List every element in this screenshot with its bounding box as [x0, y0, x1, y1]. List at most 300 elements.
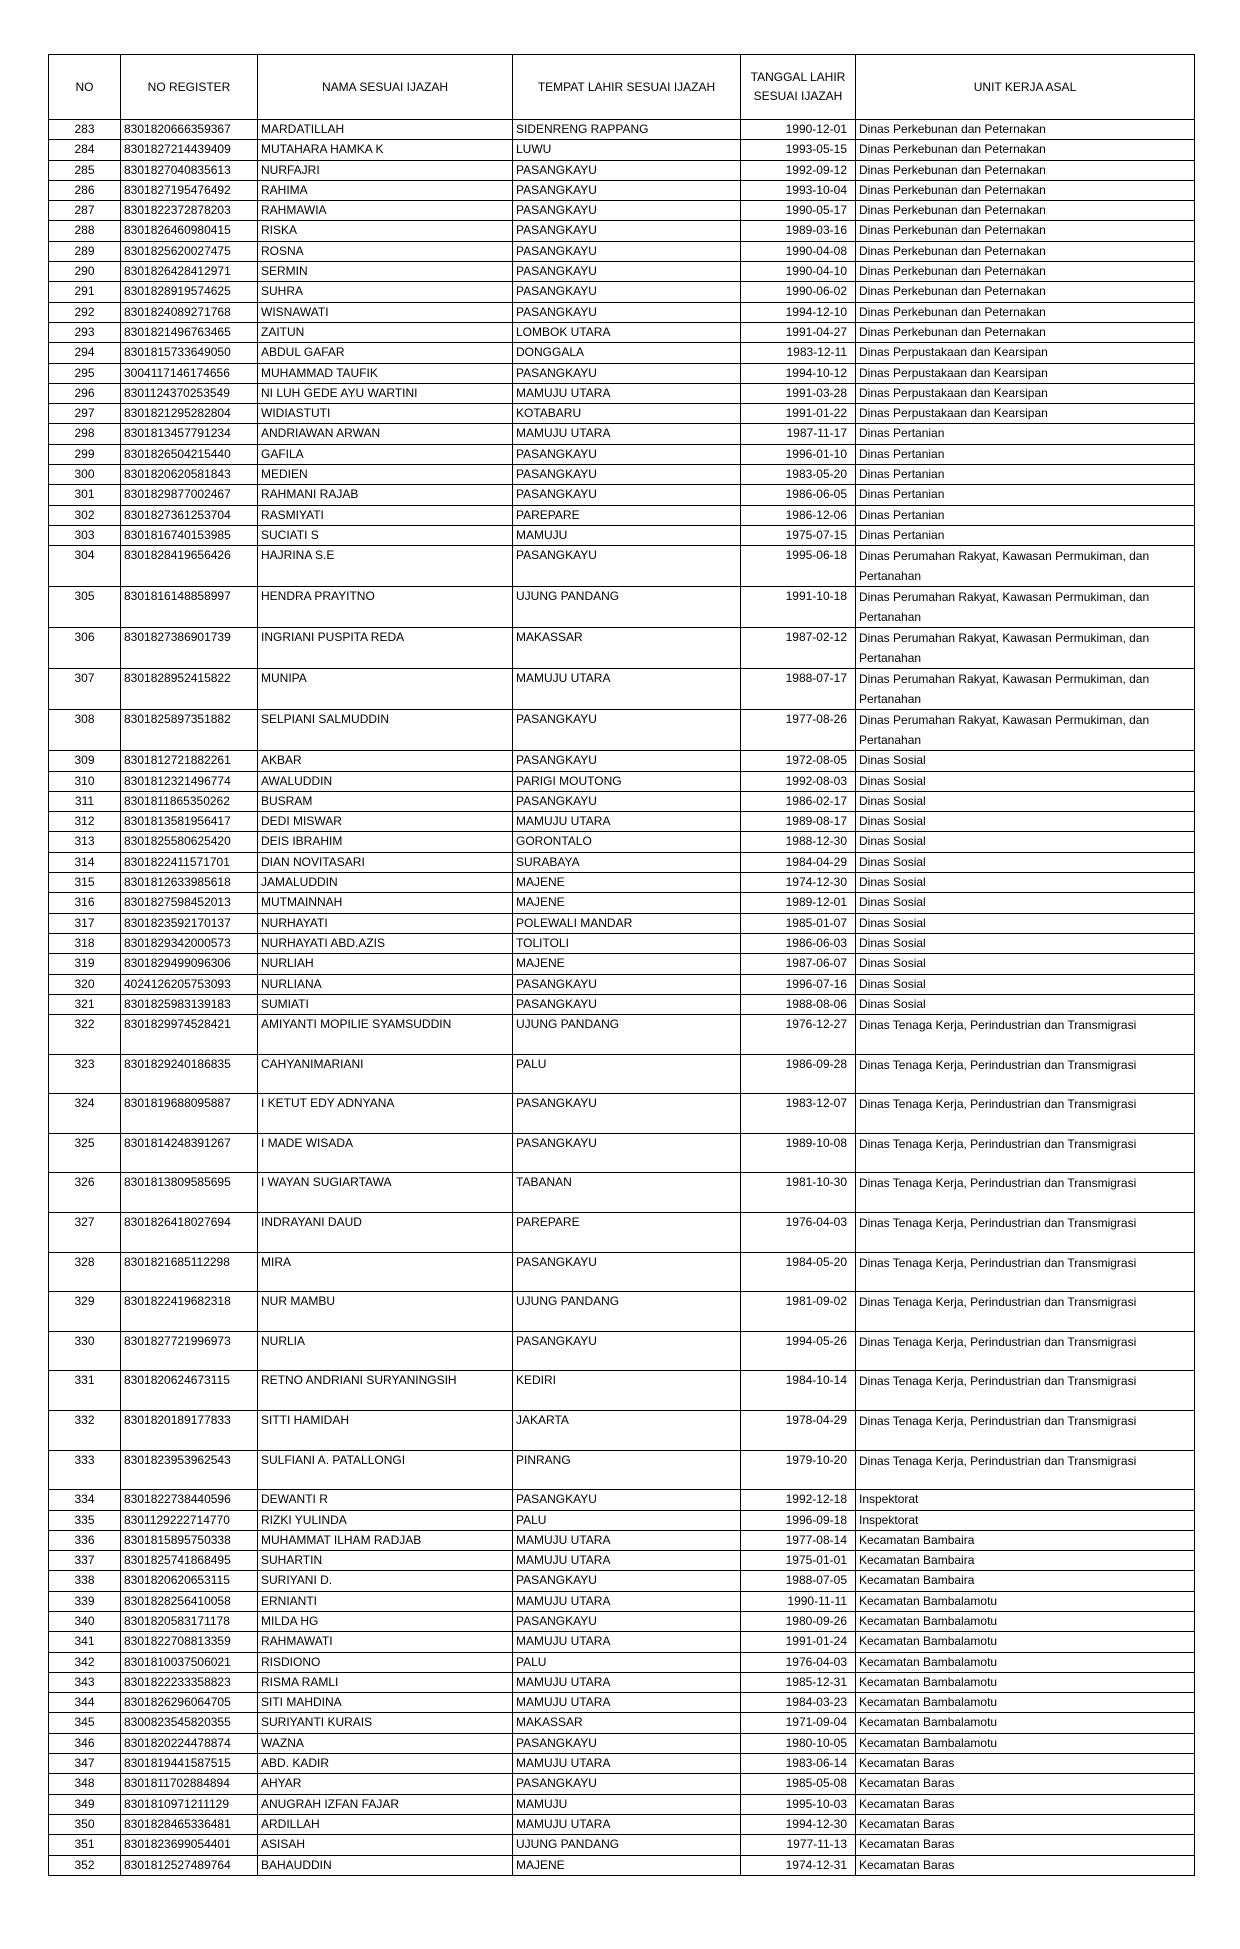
cell-birthplace: MAMUJU UTARA [513, 383, 741, 403]
cell-birthdate: 1996-09-18 [741, 1510, 856, 1530]
cell-unit: Kecamatan Bambalamotu [856, 1612, 1195, 1632]
cell-birthplace: MAMUJU [513, 525, 741, 545]
cell-name: RASMIYATI [258, 505, 513, 525]
cell-name: RETNO ANDRIANI SURYANINGSIH [258, 1371, 513, 1411]
cell-unit: Dinas Perumahan Rakyat, Kawasan Permukiman, dan Pertanahan [856, 546, 1195, 587]
cell-unit: Dinas Perpustakaan dan Kearsipan [856, 343, 1195, 363]
cell-unit: Dinas Perkebunan dan Peternakan [856, 140, 1195, 160]
cell-birthdate: 1977-11-13 [741, 1835, 856, 1855]
cell-name: BAHAUDDIN [258, 1855, 513, 1875]
header-register: NO REGISTER [121, 55, 258, 120]
cell-no: 290 [49, 262, 121, 282]
cell-name: MUTMAINNAH [258, 893, 513, 913]
cell-register: 8301826504215440 [121, 444, 258, 464]
cell-name: NURLIA [258, 1331, 513, 1371]
cell-birthdate: 1987-02-12 [741, 628, 856, 669]
cell-birthdate: 1984-04-29 [741, 852, 856, 872]
table-row [49, 322, 1195, 342]
cell-unit: Dinas Tenaga Kerja, Perindustrian dan Transmigrasi [856, 1331, 1195, 1371]
cell-register: 8301829877002467 [121, 485, 258, 505]
cell-birthdate: 1994-12-10 [741, 302, 856, 322]
cell-name: SUHARTIN [258, 1551, 513, 1571]
cell-birthplace: MAMUJU UTARA [513, 1591, 741, 1611]
cell-register: 3004117146174656 [121, 363, 258, 383]
cell-unit: Dinas Pertanian [856, 525, 1195, 545]
cell-unit: Dinas Pertanian [856, 424, 1195, 444]
cell-name: WAZNA [258, 1733, 513, 1753]
cell-unit: Dinas Perumahan Rakyat, Kawasan Permukiman, dan Pertanahan [856, 669, 1195, 710]
cell-birthplace: PARIGI MOUTONG [513, 771, 741, 791]
cell-birthplace: PALU [513, 1054, 741, 1094]
cell-birthplace: PASANGKAYU [513, 974, 741, 994]
cell-birthplace: PASANGKAYU [513, 1133, 741, 1173]
cell-name: ZAITUN [258, 322, 513, 342]
table-row [49, 1510, 1195, 1530]
cell-birthdate: 1996-07-16 [741, 974, 856, 994]
cell-birthdate: 1980-10-05 [741, 1733, 856, 1753]
cell-register: 8301819688095887 [121, 1094, 258, 1134]
table-row [49, 933, 1195, 953]
cell-birthplace: PASANGKAYU [513, 363, 741, 383]
cell-unit: Dinas Sosial [856, 751, 1195, 771]
header-birthdate: TANGGAL LAHIR SESUAI IJAZAH [741, 55, 856, 120]
cell-no: 301 [49, 485, 121, 505]
cell-unit: Dinas Perkebunan dan Peternakan [856, 180, 1195, 200]
cell-name: DIAN NOVITASARI [258, 852, 513, 872]
table-row [49, 832, 1195, 852]
cell-birthplace: PASANGKAYU [513, 241, 741, 261]
cell-unit: Dinas Perkebunan dan Peternakan [856, 302, 1195, 322]
cell-no: 303 [49, 525, 121, 545]
cell-register: 8301822233358823 [121, 1672, 258, 1692]
cell-register: 8301828465336481 [121, 1814, 258, 1834]
cell-register: 8301826296064705 [121, 1693, 258, 1713]
cell-register: 8301813809585695 [121, 1173, 258, 1213]
table-row [49, 1612, 1195, 1632]
cell-unit: Dinas Tenaga Kerja, Perindustrian dan Transmigrasi [856, 1133, 1195, 1173]
table-row [49, 1252, 1195, 1292]
table-row [49, 1652, 1195, 1672]
cell-name: HAJRINA S.E [258, 546, 513, 587]
cell-birthplace: PASANGKAYU [513, 546, 741, 587]
cell-no: 335 [49, 1510, 121, 1530]
cell-unit: Kecamatan Bambaira [856, 1551, 1195, 1571]
cell-birthplace: PASANGKAYU [513, 262, 741, 282]
cell-unit: Dinas Pertanian [856, 465, 1195, 485]
cell-unit: Dinas Perkebunan dan Peternakan [856, 282, 1195, 302]
cell-birthdate: 1991-03-28 [741, 383, 856, 403]
cell-birthdate: 1988-07-05 [741, 1571, 856, 1591]
cell-name: SULFIANI A. PATALLONGI [258, 1450, 513, 1490]
table-row [49, 852, 1195, 872]
cell-register: 8301812527489764 [121, 1855, 258, 1875]
cell-birthplace: MAJENE [513, 954, 741, 974]
cell-register: 8301829342000573 [121, 933, 258, 953]
cell-unit: Dinas Tenaga Kerja, Perindustrian dan Transmigrasi [856, 1173, 1195, 1213]
table-row [49, 1411, 1195, 1451]
cell-no: 294 [49, 343, 121, 363]
table-header [49, 55, 1195, 120]
cell-birthplace: PASANGKAYU [513, 751, 741, 771]
cell-birthdate: 1985-05-08 [741, 1774, 856, 1794]
cell-unit: Dinas Sosial [856, 812, 1195, 832]
cell-birthdate: 1987-06-07 [741, 954, 856, 974]
cell-no: 299 [49, 444, 121, 464]
cell-name: ANDRIAWAN ARWAN [258, 424, 513, 444]
cell-unit: Dinas Tenaga Kerja, Perindustrian dan Transmigrasi [856, 1015, 1195, 1055]
cell-unit: Dinas Tenaga Kerja, Perindustrian dan Transmigrasi [856, 1371, 1195, 1411]
cell-name: HENDRA PRAYITNO [258, 587, 513, 628]
cell-register: 8301828952415822 [121, 669, 258, 710]
cell-register: 8301816740153985 [121, 525, 258, 545]
cell-birthdate: 1990-04-08 [741, 241, 856, 261]
cell-birthdate: 1985-12-31 [741, 1672, 856, 1692]
table-row [49, 201, 1195, 221]
cell-no: 334 [49, 1490, 121, 1510]
cell-birthplace: PASANGKAYU [513, 201, 741, 221]
cell-birthdate: 1989-03-16 [741, 221, 856, 241]
cell-birthplace: PASANGKAYU [513, 1252, 741, 1292]
cell-birthdate: 1976-12-27 [741, 1015, 856, 1055]
cell-birthplace: KOTABARU [513, 404, 741, 424]
cell-birthplace: UJUNG PANDANG [513, 587, 741, 628]
cell-unit: Dinas Sosial [856, 974, 1195, 994]
cell-birthdate: 1979-10-20 [741, 1450, 856, 1490]
cell-birthdate: 1990-12-01 [741, 120, 856, 140]
cell-unit: Dinas Pertanian [856, 485, 1195, 505]
cell-name: I KETUT EDY ADNYANA [258, 1094, 513, 1134]
cell-unit: Dinas Tenaga Kerja, Perindustrian dan Transmigrasi [856, 1411, 1195, 1451]
cell-register: 8301815895750338 [121, 1530, 258, 1550]
cell-birthplace: MAMUJU UTARA [513, 812, 741, 832]
cell-birthplace: PASANGKAYU [513, 994, 741, 1014]
table-row [49, 180, 1195, 200]
cell-unit: Dinas Sosial [856, 852, 1195, 872]
table-row [49, 1015, 1195, 1055]
cell-name: MUTAHARA HAMKA K [258, 140, 513, 160]
cell-register: 8301820189177833 [121, 1411, 258, 1451]
cell-birthplace: MAMUJU UTARA [513, 424, 741, 444]
table-row [49, 1331, 1195, 1371]
cell-name: MUHAMMAT ILHAM RADJAB [258, 1530, 513, 1550]
cell-register: 8301825620027475 [121, 241, 258, 261]
cell-name: DEDI MISWAR [258, 812, 513, 832]
cell-no: 314 [49, 852, 121, 872]
cell-birthdate: 1994-05-26 [741, 1331, 856, 1371]
cell-unit: Dinas Sosial [856, 791, 1195, 811]
cell-birthdate: 1987-11-17 [741, 424, 856, 444]
cell-name: WISNAWATI [258, 302, 513, 322]
cell-unit: Dinas Perpustakaan dan Kearsipan [856, 383, 1195, 403]
table-row [49, 1133, 1195, 1173]
table-row [49, 587, 1195, 628]
header-name: NAMA SESUAI IJAZAH [258, 55, 513, 120]
cell-register: 8301827721996973 [121, 1331, 258, 1371]
cell-birthdate: 1981-09-02 [741, 1292, 856, 1332]
cell-birthdate: 1995-06-18 [741, 546, 856, 587]
cell-no: 349 [49, 1794, 121, 1814]
cell-unit: Kecamatan Bambalamotu [856, 1591, 1195, 1611]
table-row [49, 1054, 1195, 1094]
table-row [49, 160, 1195, 180]
cell-register: 8301815733649050 [121, 343, 258, 363]
table-row [49, 628, 1195, 669]
cell-register: 8301129222714770 [121, 1510, 258, 1530]
cell-no: 343 [49, 1672, 121, 1692]
cell-name: RISMA RAMLI [258, 1672, 513, 1692]
cell-birthdate: 1994-12-30 [741, 1814, 856, 1834]
table-row [49, 1814, 1195, 1834]
cell-birthdate: 1995-10-03 [741, 1794, 856, 1814]
cell-birthplace: SURABAYA [513, 852, 741, 872]
cell-register: 8301812633985618 [121, 873, 258, 893]
cell-no: 323 [49, 1054, 121, 1094]
cell-no: 292 [49, 302, 121, 322]
cell-name: ABDUL GAFAR [258, 343, 513, 363]
cell-birthplace: MAMUJU UTARA [513, 1754, 741, 1774]
cell-register: 8301814248391267 [121, 1133, 258, 1173]
cell-no: 337 [49, 1551, 121, 1571]
cell-register: 8301828256410058 [121, 1591, 258, 1611]
cell-no: 316 [49, 893, 121, 913]
cell-name: GAFILA [258, 444, 513, 464]
cell-birthplace: PASANGKAYU [513, 160, 741, 180]
cell-register: 8301825580625420 [121, 832, 258, 852]
cell-unit: Dinas Sosial [856, 994, 1195, 1014]
cell-register: 4024126205753093 [121, 974, 258, 994]
cell-name: MARDATILLAH [258, 120, 513, 140]
cell-name: SITTI HAMIDAH [258, 1411, 513, 1451]
cell-birthplace: PASANGKAYU [513, 221, 741, 241]
cell-name: NURHAYATI [258, 913, 513, 933]
cell-register: 8301823953962543 [121, 1450, 258, 1490]
cell-birthdate: 1986-06-05 [741, 485, 856, 505]
cell-name: JAMALUDDIN [258, 873, 513, 893]
cell-no: 305 [49, 587, 121, 628]
table-row [49, 1571, 1195, 1591]
cell-birthplace: PASANGKAYU [513, 1331, 741, 1371]
cell-unit: Kecamatan Bambaira [856, 1571, 1195, 1591]
cell-unit: Dinas Tenaga Kerja, Perindustrian dan Transmigrasi [856, 1252, 1195, 1292]
cell-birthplace: MAMUJU UTARA [513, 1530, 741, 1550]
cell-birthplace: MAMUJU UTARA [513, 669, 741, 710]
cell-unit: Kecamatan Bambalamotu [856, 1632, 1195, 1652]
cell-no: 288 [49, 221, 121, 241]
cell-no: 350 [49, 1814, 121, 1834]
cell-name: CAHYANIMARIANI [258, 1054, 513, 1094]
cell-birthplace: LUWU [513, 140, 741, 160]
cell-unit: Kecamatan Bambalamotu [856, 1713, 1195, 1733]
cell-register: 8301811865350262 [121, 791, 258, 811]
cell-birthdate: 1989-10-08 [741, 1133, 856, 1173]
cell-register: 8301827214439409 [121, 140, 258, 160]
cell-unit: Dinas Sosial [856, 832, 1195, 852]
cell-unit: Dinas Perkebunan dan Peternakan [856, 322, 1195, 342]
cell-unit: Dinas Sosial [856, 954, 1195, 974]
cell-birthplace: PASANGKAYU [513, 444, 741, 464]
cell-register: 8301810037506021 [121, 1652, 258, 1672]
table-row [49, 812, 1195, 832]
cell-birthplace: DONGGALA [513, 343, 741, 363]
cell-name: RAHIMA [258, 180, 513, 200]
cell-name: WIDIASTUTI [258, 404, 513, 424]
cell-register: 8301827386901739 [121, 628, 258, 669]
cell-birthplace: MAKASSAR [513, 628, 741, 669]
table-row [49, 1794, 1195, 1814]
cell-birthdate: 1985-01-07 [741, 913, 856, 933]
cell-birthplace: JAKARTA [513, 1411, 741, 1451]
cell-birthdate: 1988-07-17 [741, 669, 856, 710]
cell-unit: Dinas Tenaga Kerja, Perindustrian dan Transmigrasi [856, 1094, 1195, 1134]
cell-unit: Kecamatan Baras [856, 1855, 1195, 1875]
cell-no: 284 [49, 140, 121, 160]
table-row [49, 1754, 1195, 1774]
cell-birthplace: TOLITOLI [513, 933, 741, 953]
table-row [49, 140, 1195, 160]
cell-register: 8301826428412971 [121, 262, 258, 282]
table-row [49, 302, 1195, 322]
cell-birthplace: UJUNG PANDANG [513, 1015, 741, 1055]
cell-unit: Dinas Perpustakaan dan Kearsipan [856, 404, 1195, 424]
cell-no: 333 [49, 1450, 121, 1490]
cell-no: 307 [49, 669, 121, 710]
cell-no: 315 [49, 873, 121, 893]
cell-unit: Dinas Tenaga Kerja, Perindustrian dan Transmigrasi [856, 1213, 1195, 1253]
cell-no: 300 [49, 465, 121, 485]
cell-birthplace: PALU [513, 1510, 741, 1530]
cell-register: 8301823699054401 [121, 1835, 258, 1855]
cell-register: 8301820620653115 [121, 1571, 258, 1591]
cell-no: 320 [49, 974, 121, 994]
cell-unit: Dinas Perumahan Rakyat, Kawasan Permukiman, dan Pertanahan [856, 710, 1195, 751]
cell-birthplace: PASANGKAYU [513, 1094, 741, 1134]
cell-no: 283 [49, 120, 121, 140]
cell-unit: Dinas Perkebunan dan Peternakan [856, 262, 1195, 282]
table-row [49, 873, 1195, 893]
cell-birthplace: KEDIRI [513, 1371, 741, 1411]
table-row [49, 1835, 1195, 1855]
cell-register: 8301813581956417 [121, 812, 258, 832]
cell-no: 330 [49, 1331, 121, 1371]
cell-birthdate: 1991-01-22 [741, 404, 856, 424]
cell-no: 306 [49, 628, 121, 669]
cell-birthplace: PASANGKAYU [513, 710, 741, 751]
cell-name: BUSRAM [258, 791, 513, 811]
cell-name: SUCIATI S [258, 525, 513, 545]
table-row [49, 505, 1195, 525]
table-row [49, 221, 1195, 241]
cell-name: AHYAR [258, 1774, 513, 1794]
header-row [49, 55, 1195, 120]
cell-no: 331 [49, 1371, 121, 1411]
cell-no: 340 [49, 1612, 121, 1632]
cell-no: 309 [49, 751, 121, 771]
cell-no: 348 [49, 1774, 121, 1794]
table-row [49, 383, 1195, 403]
cell-name: RAHMANI RAJAB [258, 485, 513, 505]
cell-birthdate: 1974-12-30 [741, 873, 856, 893]
table-row [49, 1490, 1195, 1510]
cell-birthdate: 1980-09-26 [741, 1612, 856, 1632]
cell-unit: Kecamatan Bambalamotu [856, 1733, 1195, 1753]
table-row [49, 1693, 1195, 1713]
cell-birthdate: 1990-06-02 [741, 282, 856, 302]
cell-birthdate: 1976-04-03 [741, 1652, 856, 1672]
cell-unit: Dinas Sosial [856, 933, 1195, 953]
cell-register: 8301822708813359 [121, 1632, 258, 1652]
cell-register: 8301819441587515 [121, 1754, 258, 1774]
cell-register: 8301827598452013 [121, 893, 258, 913]
cell-birthdate: 1983-06-14 [741, 1754, 856, 1774]
cell-name: I MADE WISADA [258, 1133, 513, 1173]
cell-no: 318 [49, 933, 121, 953]
cell-register: 8301820583171178 [121, 1612, 258, 1632]
cell-no: 296 [49, 383, 121, 403]
table-row [49, 1733, 1195, 1753]
table-row [49, 262, 1195, 282]
cell-unit: Dinas Sosial [856, 913, 1195, 933]
cell-no: 347 [49, 1754, 121, 1774]
cell-birthdate: 1977-08-14 [741, 1530, 856, 1550]
cell-register: 8301829240186835 [121, 1054, 258, 1094]
cell-birthdate: 1991-04-27 [741, 322, 856, 342]
cell-unit: Dinas Perumahan Rakyat, Kawasan Permukiman, dan Pertanahan [856, 628, 1195, 669]
cell-name: SITI MAHDINA [258, 1693, 513, 1713]
cell-birthplace: MAMUJU UTARA [513, 1672, 741, 1692]
cell-birthdate: 1974-12-31 [741, 1855, 856, 1875]
cell-no: 322 [49, 1015, 121, 1055]
table-row [49, 1855, 1195, 1875]
cell-unit: Dinas Perpustakaan dan Kearsipan [856, 363, 1195, 383]
cell-unit: Dinas Sosial [856, 873, 1195, 893]
cell-name: RISKA [258, 221, 513, 241]
cell-register: 8301825983139183 [121, 994, 258, 1014]
cell-name: MUHAMMAD TAUFIK [258, 363, 513, 383]
cell-name: AWALUDDIN [258, 771, 513, 791]
cell-birthdate: 1984-10-14 [741, 1371, 856, 1411]
cell-no: 346 [49, 1733, 121, 1753]
cell-register: 8301124370253549 [121, 383, 258, 403]
cell-name: ASISAH [258, 1835, 513, 1855]
cell-birthplace: PASANGKAYU [513, 302, 741, 322]
cell-birthdate: 1988-12-30 [741, 832, 856, 852]
cell-name: SURIYANI D. [258, 1571, 513, 1591]
cell-birthplace: PASANGKAYU [513, 1490, 741, 1510]
table-row [49, 241, 1195, 261]
table-row [49, 1551, 1195, 1571]
cell-unit: Inspektorat [856, 1490, 1195, 1510]
header-no: NO [49, 55, 121, 120]
table-row [49, 525, 1195, 545]
cell-unit: Dinas Sosial [856, 893, 1195, 913]
table-row [49, 343, 1195, 363]
cell-register: 8301828919574625 [121, 282, 258, 302]
cell-birthplace: LOMBOK UTARA [513, 322, 741, 342]
cell-no: 285 [49, 160, 121, 180]
cell-birthplace: SIDENRENG RAPPANG [513, 120, 741, 140]
cell-birthplace: PASANGKAYU [513, 1733, 741, 1753]
cell-birthdate: 1990-11-11 [741, 1591, 856, 1611]
cell-unit: Kecamatan Bambalamotu [856, 1672, 1195, 1692]
cell-birthplace: MAJENE [513, 1855, 741, 1875]
cell-birthdate: 1981-10-30 [741, 1173, 856, 1213]
table-row [49, 994, 1195, 1014]
cell-register: 8301825897351882 [121, 710, 258, 751]
cell-birthplace: MAJENE [513, 873, 741, 893]
cell-no: 304 [49, 546, 121, 587]
table-row [49, 424, 1195, 444]
cell-birthdate: 1984-03-23 [741, 1693, 856, 1713]
